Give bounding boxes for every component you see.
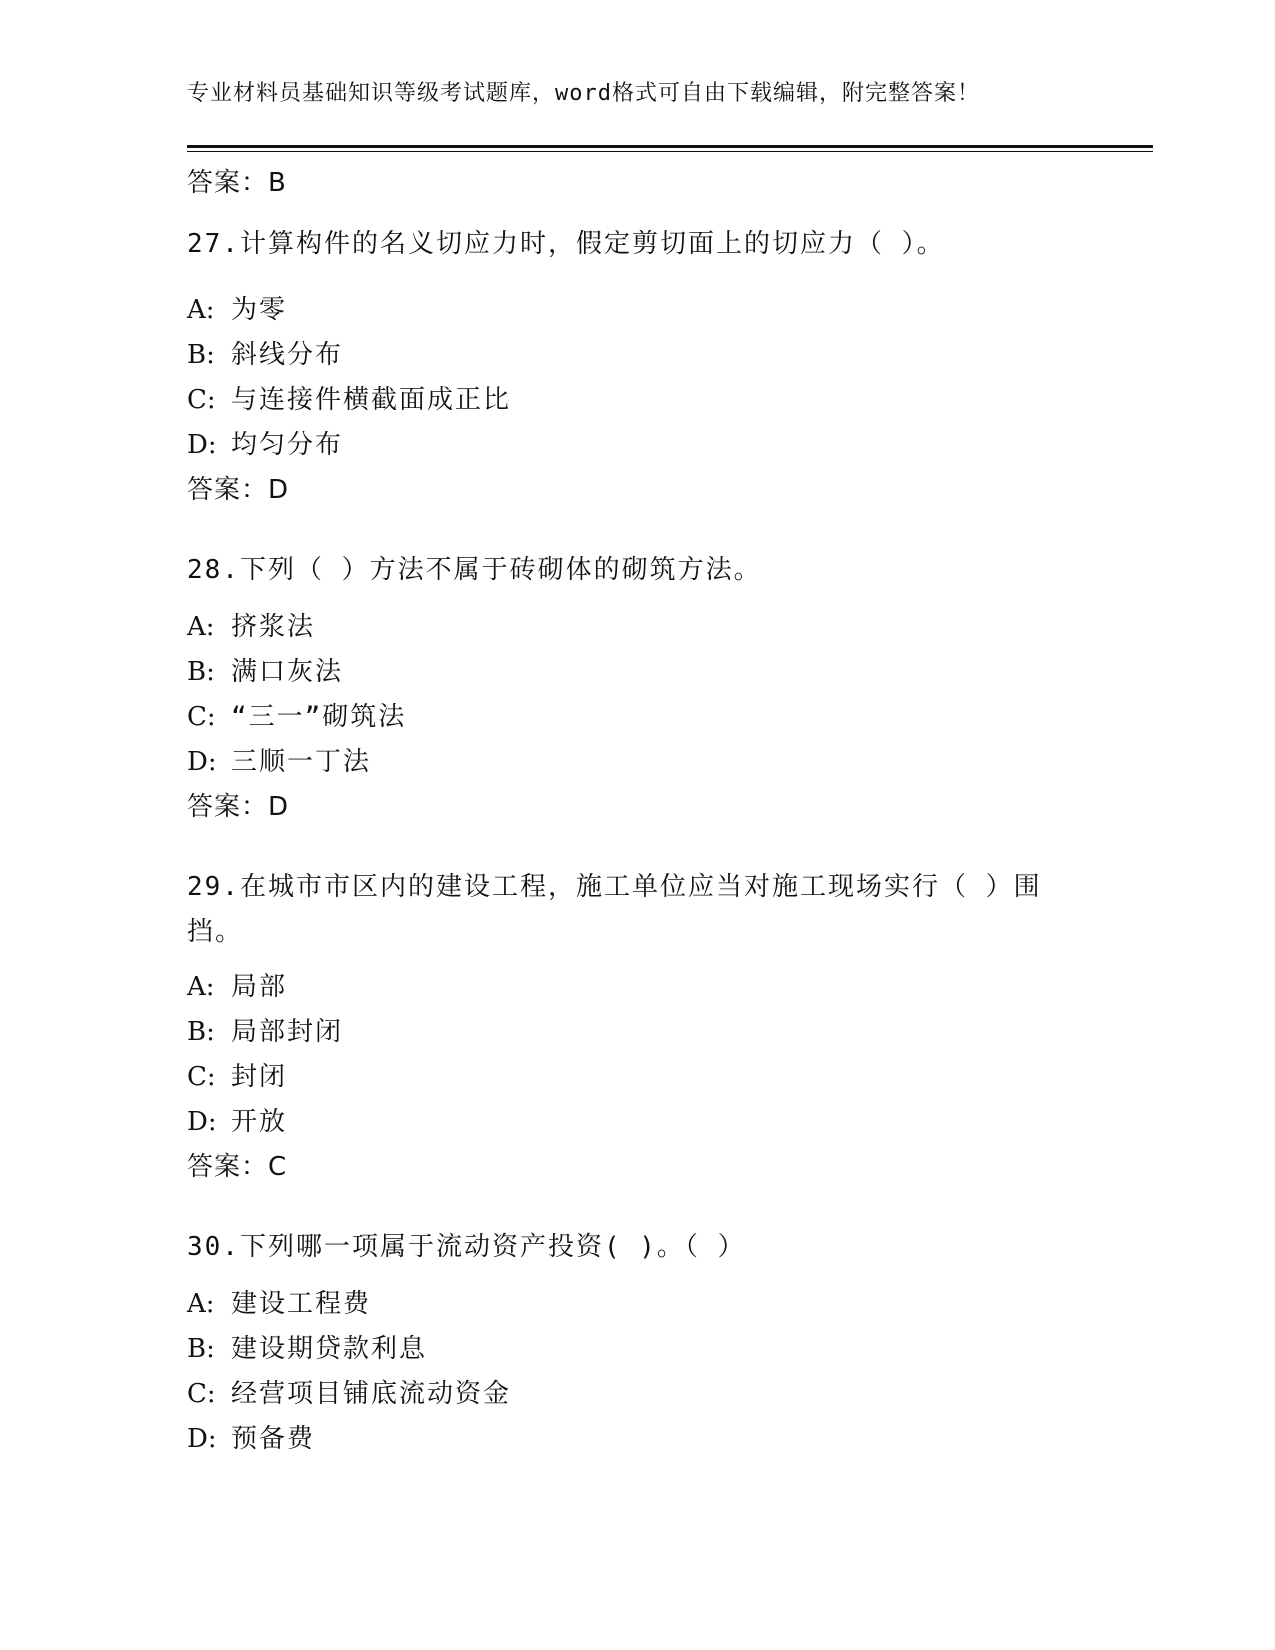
question-30-stem: 30.下列哪一项属于流动资产投资( )。（ ） (187, 1232, 746, 1262)
option-text: 局部封闭 (231, 1017, 344, 1047)
question-28-option-a (187, 606, 315, 643)
option-text: 封闭 (231, 1062, 288, 1092)
question-28-stem: 28.下列（ ）方法不属于砖砌体的砌筑方法。 (187, 555, 762, 585)
question-28-option-d (187, 741, 371, 778)
question-30-option-b (187, 1328, 427, 1365)
option-key: A: (187, 972, 215, 1002)
question-30-option-d (187, 1418, 315, 1455)
page-header: 专业材料员基础知识等级考试题库，word格式可自由下载编辑，附完整答案！ (187, 81, 980, 106)
option-key: A: (187, 295, 215, 325)
question-27-option-d (187, 424, 343, 461)
option-text: 建设工程费 (231, 1289, 372, 1319)
header-rule-thin (187, 151, 1153, 152)
option-key: C: (187, 385, 216, 415)
option-text: 预备费 (231, 1424, 316, 1454)
question-27-stem: 27.计算构件的名义切应力时，假定剪切面上的切应力（ ）。 (187, 229, 945, 259)
option-key: C: (187, 1062, 216, 1092)
option-key: A: (187, 1289, 215, 1319)
header-rule-thick (187, 145, 1153, 148)
option-text: 开放 (231, 1107, 288, 1137)
option-text: 与连接件横截面成正比 (231, 385, 512, 415)
question-28-answer: 答案：D (187, 792, 290, 822)
option-key: B: (187, 340, 215, 370)
option-key: C: (187, 702, 216, 732)
question-30-option-a (187, 1283, 371, 1320)
option-key: B: (187, 1017, 215, 1047)
question-27-option-a (187, 289, 287, 326)
question-29-option-c (187, 1056, 287, 1093)
question-29-option-d (187, 1101, 287, 1138)
option-text: 经营项目铺底流动资金 (231, 1379, 512, 1409)
question-27-option-c (187, 379, 511, 416)
question-29-answer: 答案：C (187, 1152, 288, 1182)
option-text: 满口灰法 (231, 657, 344, 687)
question-27-option-b (187, 334, 343, 371)
question-28-option-b (187, 651, 343, 688)
option-key: B: (187, 1334, 215, 1364)
option-key: D: (187, 747, 217, 777)
question-29-option-b (187, 1011, 343, 1048)
option-text: 均匀分布 (231, 430, 344, 460)
option-text: 局部 (231, 972, 288, 1002)
question-30-option-c (187, 1373, 511, 1410)
option-text: 建设期贷款利息 (231, 1334, 428, 1364)
question-29-stem: 29.在城市市区内的建设工程，施工单位应当对施工现场实行（ ）围 (187, 872, 1042, 902)
option-key: C: (187, 1379, 216, 1409)
option-text: 为零 (231, 295, 288, 325)
question-29-stem-cont: 挡。 (187, 917, 244, 947)
question-27-answer: 答案：D (187, 475, 290, 505)
option-key: A: (187, 612, 215, 642)
option-text: 挤浆法 (231, 612, 316, 642)
option-key: D: (187, 430, 217, 460)
option-key: B: (187, 657, 215, 687)
option-key: D: (187, 1107, 217, 1137)
question-28-option-c (187, 696, 406, 733)
option-text: 斜线分布 (231, 340, 344, 370)
option-key: D: (187, 1424, 217, 1454)
option-text: “三一”砌筑法 (231, 702, 407, 732)
question-29-option-a (187, 966, 287, 1003)
option-text: 三顺一丁法 (231, 747, 372, 777)
answer-prev: 答案：B (187, 168, 287, 198)
